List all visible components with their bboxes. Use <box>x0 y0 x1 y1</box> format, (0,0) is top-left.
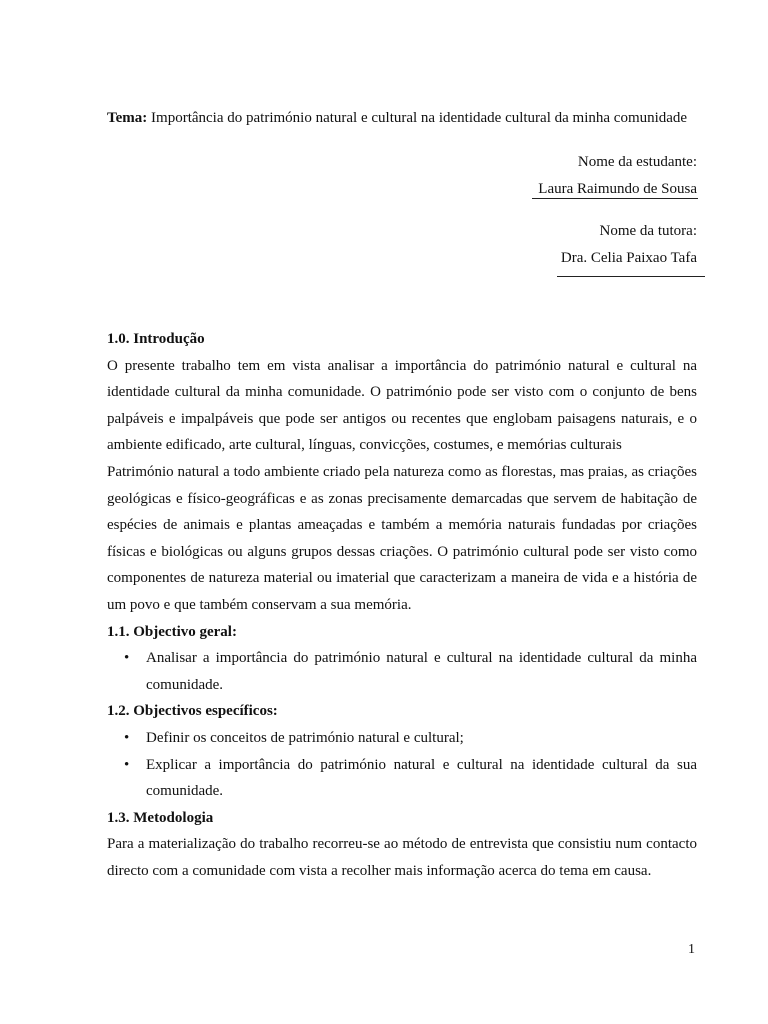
student-name: Laura Raimundo de Sousa <box>538 181 697 197</box>
specific-objectives-heading: 1.2. Objectivos específicos: <box>107 703 278 720</box>
introduction-heading: 1.0. Introdução <box>107 331 205 347</box>
tutor-label: Nome da tutora: <box>599 223 697 239</box>
list-item-text: Explicar a importância do património natural e cultural na identidade cultural da sua comunidade. <box>146 756 697 800</box>
general-objective-list <box>107 645 697 698</box>
student-label: Nome da estudante: <box>577 154 697 170</box>
introduction-paragraph-1: O presente trabalho tem em vista analisar a importância do património natural e cultural na identidade cultural da minha comunidade. O património pode ser visto com o conjunto de bens palpáveis e impalpáveis que pode ser antigos ou recentes que englobam paisagens naturais, e o ambiente edificado, arte cultural, línguas, convicções, costumes, e memórias culturais <box>107 357 697 454</box>
list-item-text: Definir os conceitos de património natural e cultural; <box>146 729 464 746</box>
bullet-icon: • <box>124 650 130 667</box>
list-item <box>107 752 697 805</box>
theme-label: Tema: <box>107 110 148 126</box>
general-objective-heading: 1.1. Objectivo geral: <box>107 623 237 640</box>
bullet-icon: • <box>124 729 130 746</box>
tutor-name: Dra. Celia Paixao Tafa <box>560 250 697 266</box>
list-item-text: Analisar a importância do património natural e cultural na identidade cultural da minha comunidade. <box>146 650 697 693</box>
theme-line <box>107 108 707 128</box>
bullet-icon: • <box>124 756 130 773</box>
list-item <box>107 645 697 698</box>
introduction-paragraph-2: Património natural a todo ambiente criado pela natureza como as florestas, mas praias, as criações geológicas e físico-geográficas e as zonas precisamente demarcadas que servem de habitação de espécies de animais e plantas ameaçadas e também a memória naturais fundadas por criações físicas e biológicas ou alguns grupos dessas criações. O património cultural pode ser visto como componentes de natureza material ou imaterial que caracterizam a maneira de vida e a história de um povo e que também conservam a sua memória. <box>107 463 697 613</box>
tutor-name-underline <box>557 276 705 277</box>
methodology-heading: 1.3. Metodologia <box>107 809 214 826</box>
theme-text: Importância do património natural e cultural na identidade cultural da minha comunidade <box>151 110 688 126</box>
specific-objectives-list <box>107 725 697 805</box>
methodology-paragraph: Para a materialização do trabalho recorreu-se ao método de entrevista que consistiu num contacto directo com a comunidade com vista a recolher mais informação acerca do tema em causa. <box>107 836 697 879</box>
student-name-underline <box>532 198 698 199</box>
document-body <box>107 326 697 884</box>
page-number: 1 <box>688 942 695 957</box>
list-item <box>107 725 697 752</box>
